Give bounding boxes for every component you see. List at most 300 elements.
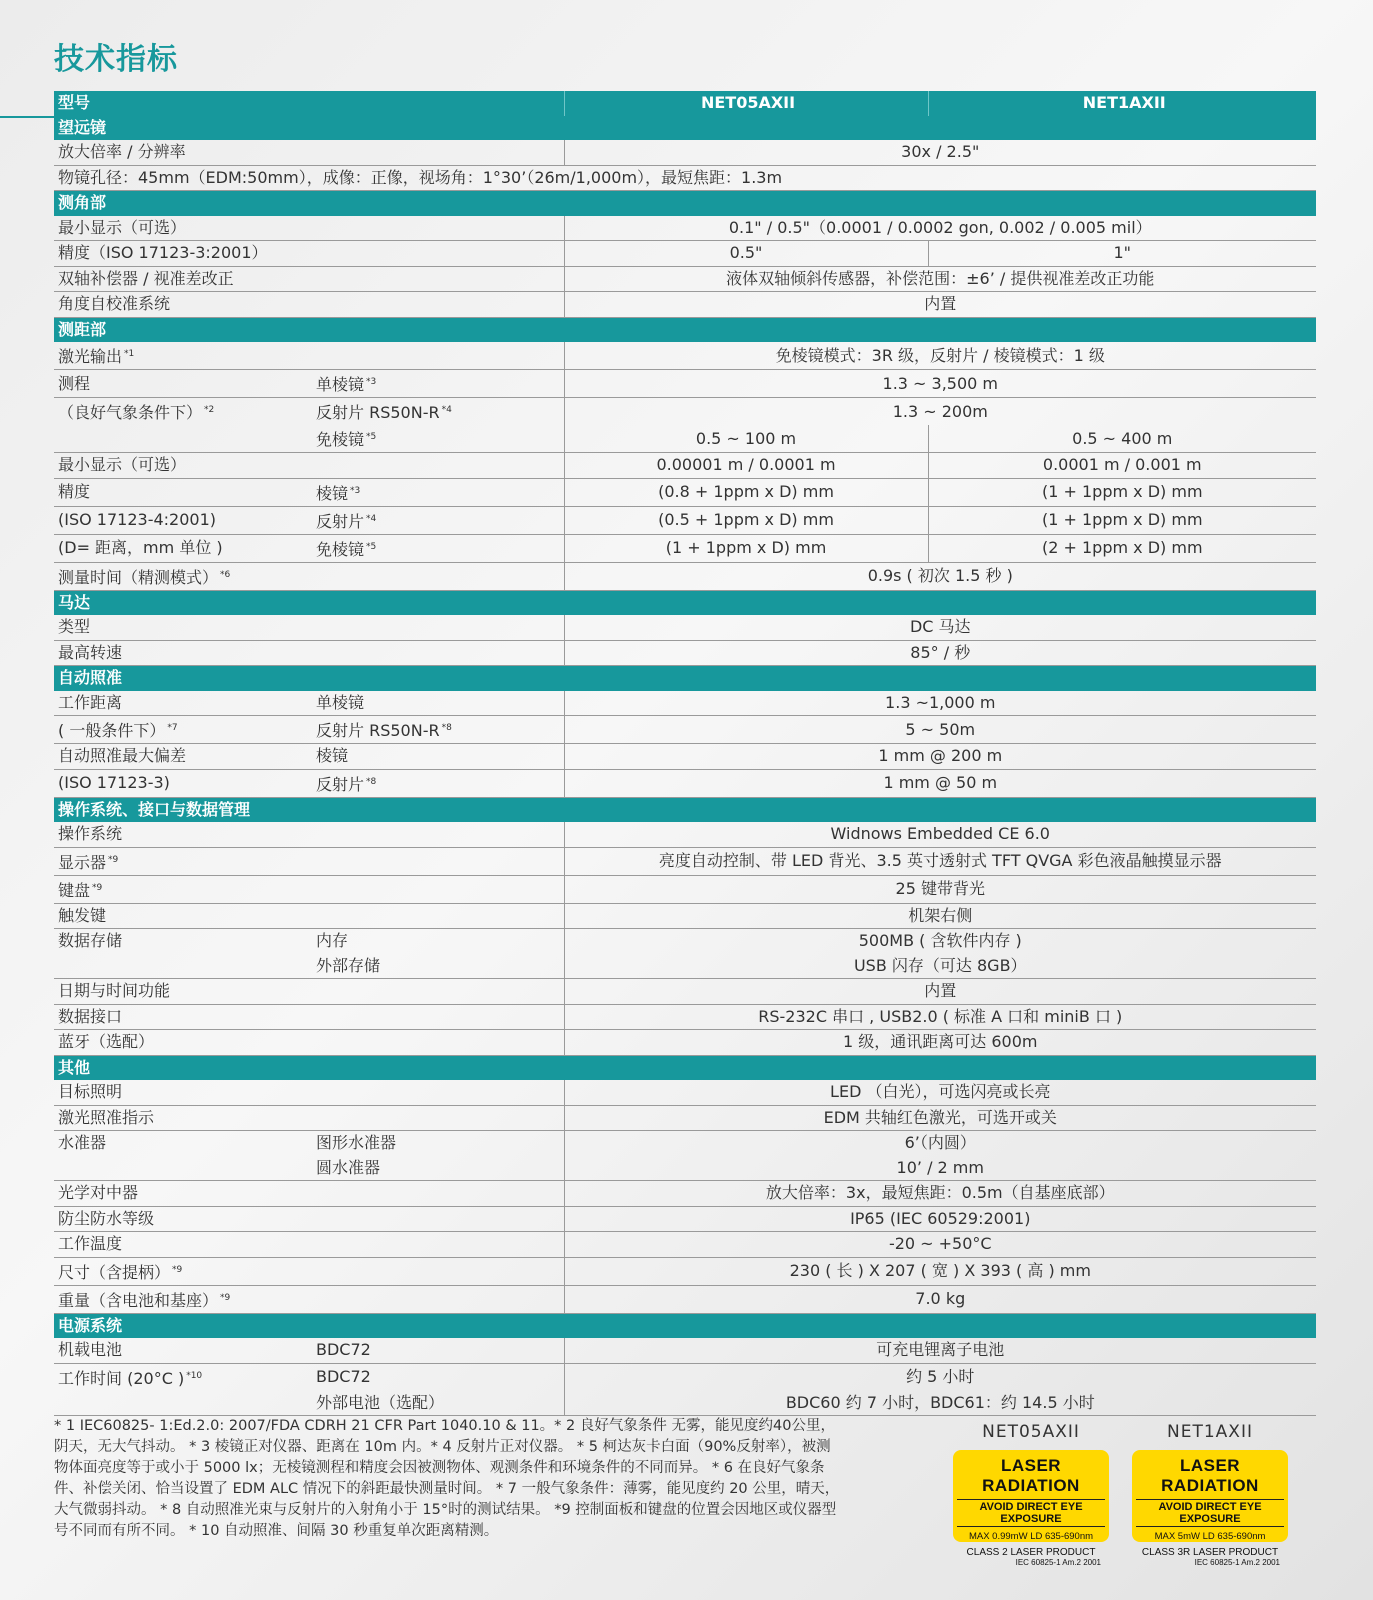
spec-sublabel: 外部存储 bbox=[316, 955, 381, 975]
spec-value: 内置 bbox=[924, 294, 957, 314]
spec-sublabel-cell bbox=[312, 1257, 564, 1285]
spec-value-shared bbox=[564, 716, 1316, 744]
spec-row bbox=[54, 1338, 1316, 1363]
spec-label-cell bbox=[54, 1206, 312, 1232]
spec-label: 尺寸（含提柄） bbox=[58, 1262, 171, 1282]
footnote-ref: *6 bbox=[220, 569, 231, 580]
spec-value-shared bbox=[564, 954, 1316, 979]
section-title-text: 望远镜 bbox=[58, 117, 107, 137]
section-title-text: 电源系统 bbox=[58, 1315, 123, 1335]
spec-value: 7.0 kg bbox=[915, 1289, 966, 1308]
spec-label-cell bbox=[54, 562, 312, 590]
spec-row bbox=[54, 506, 1316, 534]
spec-label-cell bbox=[54, 534, 312, 562]
section-header-row bbox=[54, 590, 1316, 615]
laser-warning: AVOID DIRECT EYE EXPOSURE bbox=[957, 1499, 1105, 1527]
spec-value-shared bbox=[564, 1206, 1316, 1232]
header-model-b: NET1AXII bbox=[928, 91, 1316, 116]
spec-value-shared bbox=[564, 562, 1316, 590]
spec-value: DC 马达 bbox=[909, 617, 971, 637]
spec-value: 1.3 ~ 3,500 m bbox=[882, 373, 999, 393]
spec-label-cell bbox=[54, 1181, 312, 1207]
spec-row bbox=[54, 716, 1316, 744]
spec-label: 最小显示（可选） bbox=[58, 455, 187, 475]
spec-value: 1" bbox=[1113, 243, 1132, 263]
spec-label-cell bbox=[54, 241, 312, 267]
spec-label-cell bbox=[54, 1232, 312, 1258]
spec-label-cell bbox=[54, 875, 312, 903]
spec-sublabel-cell bbox=[312, 1080, 564, 1105]
spec-sublabel-cell bbox=[312, 640, 564, 666]
spec-label: 类型 bbox=[58, 617, 91, 637]
spec-row bbox=[54, 875, 1316, 903]
spec-sublabel: BDC72 bbox=[316, 1340, 371, 1360]
spec-label-cell bbox=[54, 292, 312, 318]
section-header-row bbox=[54, 666, 1316, 691]
spec-value-model-b bbox=[928, 478, 1316, 506]
spec-label-cell bbox=[54, 1030, 312, 1056]
spec-value: 免棱镜模式：3R 级，反射片 / 棱镜模式：1 级 bbox=[775, 345, 1105, 365]
spec-value-shared bbox=[564, 1030, 1316, 1056]
spec-body bbox=[54, 116, 1316, 1416]
spec-label: ( 一般条件下） bbox=[58, 721, 166, 740]
spec-row bbox=[54, 1257, 1316, 1285]
spec-value: 10’ / 2 mm bbox=[896, 1157, 984, 1177]
spec-value-model-a bbox=[564, 478, 928, 506]
spec-label: （良好气象条件下） bbox=[58, 403, 203, 422]
spec-label: 键盘 bbox=[58, 880, 91, 900]
spec-row bbox=[54, 640, 1316, 666]
spec-label: 最高转速 bbox=[58, 642, 123, 662]
section-title bbox=[54, 666, 1316, 691]
spec-value: 0.5 ~ 100 m bbox=[695, 428, 797, 448]
spec-label: 日期与时间功能 bbox=[58, 981, 171, 1001]
spec-sublabel-cell bbox=[312, 979, 564, 1005]
spec-label: 放大倍率 / 分辨率 bbox=[58, 142, 186, 162]
spec-value-shared bbox=[564, 615, 1316, 640]
spec-value-shared bbox=[564, 1105, 1316, 1131]
footnote-ref: *9 bbox=[108, 854, 119, 865]
spec-label: 精度 bbox=[58, 482, 91, 501]
laser-class: CLASS 2 LASER PRODUCT bbox=[966, 1547, 1096, 1558]
spec-sublabel: 免棱镜 bbox=[316, 430, 365, 449]
spec-label: 光学对中器 bbox=[58, 1183, 139, 1203]
spec-label-cell bbox=[54, 1285, 312, 1313]
spec-row bbox=[54, 534, 1316, 562]
spec-value-shared bbox=[564, 640, 1316, 666]
spec-sublabel-cell bbox=[312, 1131, 564, 1156]
spec-label-cell bbox=[54, 1105, 312, 1131]
section-title bbox=[54, 116, 1316, 141]
laser-title: LASER RADIATION bbox=[1161, 1456, 1259, 1495]
spec-label-cell bbox=[54, 1338, 312, 1363]
spec-value-shared bbox=[564, 744, 1316, 770]
spec-sublabel-cell bbox=[312, 1206, 564, 1232]
spec-sublabel-cell bbox=[312, 954, 564, 979]
spec-sublabel-cell bbox=[312, 1004, 564, 1030]
spec-value: 放大倍率：3x，最短焦距：0.5m（自基座底部） bbox=[765, 1183, 1115, 1203]
laser-label-model-b: NET1AXII bbox=[1167, 1422, 1253, 1442]
spec-label-cell bbox=[54, 640, 312, 666]
spec-sublabel: 单棱镜 bbox=[316, 692, 365, 712]
section-title-text: 自动照准 bbox=[58, 668, 123, 688]
spec-sublabel: 反射片 bbox=[316, 511, 365, 531]
spec-row bbox=[54, 1004, 1316, 1030]
spec-label: 测程 bbox=[58, 373, 91, 393]
spec-value-shared bbox=[564, 929, 1316, 954]
spec-label-cell bbox=[54, 478, 312, 506]
header-model-label: 型号 bbox=[54, 91, 564, 116]
spec-row bbox=[54, 562, 1316, 590]
footnote-ref: *9 bbox=[92, 882, 103, 893]
spec-sublabel-cell bbox=[312, 241, 564, 267]
spec-row bbox=[54, 691, 1316, 716]
spec-value: (0.5 + 1ppm x D) mm bbox=[658, 510, 834, 529]
spec-sublabel-cell bbox=[312, 140, 564, 165]
spec-label: 激光照准指示 bbox=[58, 1107, 155, 1127]
spec-row bbox=[54, 1131, 1316, 1156]
spec-label-cell bbox=[54, 769, 312, 797]
spec-sublabel: BDC72 bbox=[316, 1367, 371, 1386]
spec-value-shared bbox=[564, 216, 1316, 241]
spec-value: 1 mm @ 200 m bbox=[878, 746, 1003, 766]
spec-row bbox=[54, 847, 1316, 875]
spec-value-shared bbox=[564, 822, 1316, 847]
footnote-ref: *7 bbox=[167, 723, 178, 733]
spec-row bbox=[54, 1206, 1316, 1232]
section-title bbox=[54, 1055, 1316, 1080]
spec-value: 25 键带背光 bbox=[895, 879, 985, 898]
spec-label: 角度自校准系统 bbox=[58, 294, 171, 314]
spec-label: 自动照准最大偏差 bbox=[58, 746, 187, 766]
footnote-ref: *8 bbox=[366, 776, 377, 787]
spec-row bbox=[54, 903, 1316, 929]
spec-value-model-a bbox=[564, 453, 928, 479]
section-header-row bbox=[54, 317, 1316, 342]
spec-label-cell bbox=[54, 506, 312, 534]
spec-value: 液体双轴倾斜传感器，补偿范围：±6’ / 提供视准差改正功能 bbox=[726, 268, 1155, 288]
spec-value-shared bbox=[564, 979, 1316, 1005]
spec-sublabel-cell bbox=[312, 744, 564, 770]
laser-title: LASER RADIATION bbox=[982, 1456, 1080, 1495]
spec-value: Widnows Embedded CE 6.0 bbox=[830, 824, 1050, 844]
spec-row bbox=[54, 1363, 1316, 1391]
spec-sublabel-cell bbox=[312, 1105, 564, 1131]
spec-sublabel-cell bbox=[312, 370, 564, 398]
spec-value: 0.0001 m / 0.001 m bbox=[1042, 455, 1202, 475]
footnote-ref: *8 bbox=[441, 723, 452, 733]
spec-sublabel: 棱镜 bbox=[316, 483, 349, 503]
spec-row bbox=[54, 744, 1316, 770]
spec-value: 85° / 秒 bbox=[910, 642, 971, 662]
spec-value: 0.9s ( 初次 1.5 秒 ) bbox=[867, 566, 1013, 585]
spec-value-shared bbox=[564, 370, 1316, 398]
footnote-ref: *4 bbox=[366, 513, 377, 524]
spec-value: 内置 bbox=[924, 981, 957, 1001]
spec-value: 约 5 小时 bbox=[906, 1367, 975, 1386]
spec-value-shared bbox=[564, 292, 1316, 318]
spec-sublabel-cell bbox=[312, 1391, 564, 1416]
spec-sublabel: 内存 bbox=[316, 931, 349, 951]
spec-row bbox=[54, 1156, 1316, 1181]
laser-label-model-a: NET05AXII bbox=[982, 1422, 1080, 1442]
spec-label-cell bbox=[54, 1391, 312, 1416]
spec-label-cell bbox=[54, 954, 312, 979]
spec-label-cell bbox=[54, 1156, 312, 1181]
spec-sublabel-cell bbox=[312, 478, 564, 506]
spec-label: 蓝牙（选配） bbox=[58, 1032, 155, 1052]
spec-value-shared bbox=[564, 398, 1316, 426]
spec-value-shared bbox=[564, 903, 1316, 929]
spec-value: (1 + 1ppm x D) mm bbox=[1041, 510, 1203, 529]
spec-value: EDM 共轴红色激光，可选开或关 bbox=[823, 1107, 1057, 1127]
spec-label-cell bbox=[54, 615, 312, 640]
spec-sublabel-cell bbox=[312, 1285, 564, 1313]
spec-label-cell bbox=[54, 1080, 312, 1105]
laser-standard: IEC 60825-1 Am.2 2001 bbox=[1015, 1558, 1101, 1567]
spec-value: (2 + 1ppm x D) mm bbox=[1041, 538, 1203, 557]
spec-row bbox=[54, 929, 1316, 954]
spec-label-cell bbox=[54, 744, 312, 770]
spec-sublabel-cell bbox=[312, 1156, 564, 1181]
spec-sublabel: 免棱镜 bbox=[316, 539, 365, 559]
spec-sublabel: 单棱镜 bbox=[316, 375, 365, 394]
section-title-text: 测距部 bbox=[58, 319, 107, 339]
spec-value: 1 mm @ 50 m bbox=[883, 773, 998, 792]
spec-value: (1 + 1ppm x D) mm bbox=[1041, 482, 1203, 501]
section-title-text: 操作系统、接口与数据管理 bbox=[58, 799, 251, 819]
spec-value: 可充电锂离子电池 bbox=[876, 1340, 1005, 1360]
spec-label-cell bbox=[54, 903, 312, 929]
header-model-a: NET05AXII bbox=[564, 91, 928, 116]
spec-value: (0.8 + 1ppm x D) mm bbox=[658, 482, 834, 501]
spec-row bbox=[54, 216, 1316, 241]
spec-label-cell bbox=[54, 140, 312, 165]
spec-label-cell bbox=[54, 216, 312, 241]
laser-max: MAX 5mW LD 635-690nm bbox=[1154, 1531, 1266, 1542]
spec-label-cell bbox=[54, 453, 312, 479]
spec-value: 30x / 2.5" bbox=[901, 142, 980, 162]
spec-label: 最小显示（可选） bbox=[58, 217, 187, 237]
footnotes: * 1 IEC60825- 1:Ed.2.0: 2007/FDA CDRH 21 CFR Part 1040.10 & 11。* 2 良好气象条件 无雾，能见度约40公里，阴天，无大气抖动。 * 3 棱镜正对仪器、距离在 10m 内。* 4 反射片正对仪器。 * 5 柯达灰卡白面（90%反射率），被测物体面亮度等于或小于 5000 lx；无棱镜测程和精度会因被测物体、观测条件和环境条件的不同而异。 * 6 在良好气象条件、补偿关闭、恰当设置了 EDM ALC 情况下的斜距最快测量时间。 * 7 一般气象条件：薄雾，能见度约 20 公里，晴天，大气微弱抖动。 * 8 自动照准光束与反射片的入射角小于 15°时的测试结果。 *9 控制面板和键盘的位置会因地区或仪器型号不同而有所不同。 * 10 自动照准、间隔 30 秒重复单次距离精测。 bbox=[54, 1418, 840, 1539]
section-header-row bbox=[54, 116, 1316, 141]
spec-label: 数据接口 bbox=[58, 1006, 123, 1026]
spec-value: 0.5 ~ 400 m bbox=[1072, 428, 1173, 448]
spec-value-shared bbox=[564, 1156, 1316, 1181]
spec-label: 精度（ISO 17123-3:2001） bbox=[58, 243, 268, 263]
spec-value-shared bbox=[564, 1391, 1316, 1416]
spec-label: (D= 距离，mm 单位 ) bbox=[58, 538, 223, 557]
spec-value: -20 ~ +50°C bbox=[888, 1234, 992, 1254]
spec-value-shared bbox=[564, 769, 1316, 797]
spec-sublabel-cell bbox=[312, 342, 564, 370]
spec-row bbox=[54, 140, 1316, 165]
spec-value-model-a bbox=[564, 534, 928, 562]
spec-value-model-b bbox=[928, 506, 1316, 534]
spec-row bbox=[54, 1030, 1316, 1056]
spec-label: 测量时间（精测模式） bbox=[58, 567, 219, 587]
spec-row bbox=[54, 1181, 1316, 1207]
footnote-ref: *9 bbox=[172, 1264, 183, 1275]
spec-sublabel-cell bbox=[312, 292, 564, 318]
spec-value: IP65 (IEC 60529:2001) bbox=[850, 1208, 1031, 1228]
spec-label-cell bbox=[54, 929, 312, 954]
spec-row bbox=[54, 1232, 1316, 1258]
spec-row bbox=[54, 979, 1316, 1005]
spec-row bbox=[54, 954, 1316, 979]
section-title-text: 测角部 bbox=[58, 193, 107, 213]
laser-warning: AVOID DIRECT EYE EXPOSURE bbox=[1136, 1499, 1284, 1527]
spec-value: 500MB ( 含软件内存 ) bbox=[858, 931, 1022, 951]
spec-value: 1.3 ~1,000 m bbox=[885, 692, 996, 712]
spec-sublabel: 圆水准器 bbox=[316, 1157, 381, 1177]
spec-label-cell bbox=[54, 979, 312, 1005]
spec-value-shared bbox=[564, 140, 1316, 165]
spec-sublabel-cell bbox=[312, 1232, 564, 1258]
spec-sublabel-cell bbox=[312, 1030, 564, 1056]
spec-label: 显示器 bbox=[58, 852, 107, 872]
spec-label: 数据存储 bbox=[58, 931, 123, 951]
spec-value: 1 级，通讯距离可达 600m bbox=[843, 1032, 1038, 1052]
spec-value-shared bbox=[564, 1181, 1316, 1207]
spec-value-model-b bbox=[928, 425, 1316, 453]
spec-value-shared bbox=[564, 691, 1316, 716]
spec-label-cell bbox=[54, 398, 312, 426]
spec-sublabel: 图形水准器 bbox=[316, 1133, 397, 1153]
spec-value: 0.1" / 0.5"（0.0001 / 0.0002 gon, 0.002 / 0.005 mil） bbox=[728, 217, 1152, 237]
spec-label: 水准器 bbox=[58, 1133, 107, 1153]
spec-sublabel-cell bbox=[312, 506, 564, 534]
section-title-text: 马达 bbox=[58, 592, 91, 612]
spec-label-cell bbox=[54, 822, 312, 847]
spec-label-cell bbox=[54, 1004, 312, 1030]
spec-label-cell bbox=[54, 425, 312, 453]
spec-value-shared bbox=[564, 1131, 1316, 1156]
spec-row bbox=[54, 292, 1316, 318]
spec-row bbox=[54, 615, 1316, 640]
spec-row bbox=[54, 370, 1316, 398]
section-title bbox=[54, 191, 1316, 216]
footnote-ref: *10 bbox=[186, 1370, 203, 1381]
spec-label: 双轴补偿器 / 视准差改正 bbox=[58, 268, 234, 288]
section-header-row bbox=[54, 1313, 1316, 1338]
footnote-ref: *1 bbox=[124, 349, 135, 359]
spec-value-shared bbox=[564, 1004, 1316, 1030]
spec-sublabel-cell bbox=[312, 903, 564, 929]
spec-value-shared bbox=[564, 1338, 1316, 1363]
spec-sublabel-cell bbox=[312, 716, 564, 744]
spec-value-shared bbox=[564, 342, 1316, 370]
table-header-row bbox=[54, 91, 1316, 116]
spec-row bbox=[54, 425, 1316, 453]
spec-row bbox=[54, 1391, 1316, 1416]
spec-sublabel-cell bbox=[312, 847, 564, 875]
spec-value-shared bbox=[564, 1257, 1316, 1285]
spec-label-cell bbox=[54, 716, 312, 744]
spec-value-shared bbox=[564, 266, 1316, 292]
spec-row bbox=[54, 769, 1316, 797]
footnote-ref: *4 bbox=[441, 405, 452, 415]
spec-label: 工作时间 (20°C ) bbox=[58, 1368, 185, 1388]
spec-sublabel-cell bbox=[312, 1363, 564, 1391]
section-title bbox=[54, 590, 1316, 615]
spec-label: 机载电池 bbox=[58, 1340, 123, 1360]
spec-value: USB 闪存（可达 8GB） bbox=[853, 955, 1027, 975]
spec-sublabel-cell bbox=[312, 691, 564, 716]
spec-label-cell bbox=[54, 1257, 312, 1285]
spec-row bbox=[54, 1285, 1316, 1313]
spec-label: 重量（含电池和基座） bbox=[58, 1290, 219, 1310]
spec-value-shared bbox=[564, 875, 1316, 903]
spec-label-cell bbox=[54, 370, 312, 398]
spec-sublabel-cell bbox=[312, 216, 564, 241]
spec-row bbox=[54, 1080, 1316, 1105]
spec-value-shared bbox=[564, 1232, 1316, 1258]
spec-label: 操作系统 bbox=[58, 824, 123, 844]
spec-label: 工作温度 bbox=[58, 1234, 123, 1254]
spec-value-shared bbox=[564, 1363, 1316, 1391]
spec-value-model-a bbox=[564, 506, 928, 534]
footnote-ref: *9 bbox=[220, 1292, 231, 1303]
spec-sublabel-cell bbox=[312, 1338, 564, 1363]
section-title bbox=[54, 1313, 1316, 1338]
spec-value-shared bbox=[564, 1285, 1316, 1313]
spec-sublabel-cell bbox=[312, 534, 564, 562]
spec-sublabel-cell bbox=[312, 562, 564, 590]
spec-label-cell bbox=[54, 1131, 312, 1156]
spec-label: 防尘防水等级 bbox=[58, 1208, 155, 1228]
spec-value-shared bbox=[564, 1080, 1316, 1105]
spec-value: 0.00001 m / 0.0001 m bbox=[656, 455, 836, 475]
spec-full-text bbox=[54, 165, 1316, 191]
spec-row bbox=[54, 1105, 1316, 1131]
spec-row bbox=[54, 241, 1316, 267]
spec-table bbox=[54, 91, 1316, 1416]
laser-class: CLASS 3R LASER PRODUCT bbox=[1141, 1547, 1279, 1558]
spec-row bbox=[54, 165, 1316, 191]
spec-sublabel-cell bbox=[312, 615, 564, 640]
spec-value: 0.5" bbox=[729, 243, 763, 263]
section-title bbox=[54, 317, 1316, 342]
spec-sublabel-cell bbox=[312, 875, 564, 903]
laser-warning-label-b bbox=[1132, 1450, 1288, 1567]
spec-value: 6’（内圆） bbox=[904, 1133, 976, 1153]
spec-sublabel-cell bbox=[312, 822, 564, 847]
footnote-ref: *2 bbox=[204, 405, 215, 415]
section-header-row bbox=[54, 191, 1316, 216]
spec-value-model-a bbox=[564, 241, 928, 267]
page-title: 技术指标 bbox=[54, 42, 178, 77]
spec-value: 机架右侧 bbox=[908, 905, 973, 925]
spec-sublabel-cell bbox=[312, 929, 564, 954]
section-title-text: 其他 bbox=[58, 1057, 91, 1077]
spec-row bbox=[54, 342, 1316, 370]
spec-sublabel-cell bbox=[312, 769, 564, 797]
spec-value-model-b bbox=[928, 453, 1316, 479]
spec-sublabel: 反射片 bbox=[316, 774, 365, 794]
spec-value-shared bbox=[564, 847, 1316, 875]
spec-sublabel: 反射片 RS50N-R bbox=[316, 721, 440, 740]
spec-row bbox=[54, 822, 1316, 847]
spec-label: (ISO 17123-4:2001) bbox=[58, 510, 216, 529]
spec-sublabel: 棱镜 bbox=[316, 746, 349, 766]
footnote-ref: *3 bbox=[366, 377, 377, 387]
laser-max: MAX 0.99mW LD 635-690nm bbox=[968, 1531, 1094, 1542]
spec-row bbox=[54, 398, 1316, 426]
spec-label-cell bbox=[54, 1363, 312, 1391]
spec-value-model-b bbox=[928, 534, 1316, 562]
spec-label-cell bbox=[54, 847, 312, 875]
